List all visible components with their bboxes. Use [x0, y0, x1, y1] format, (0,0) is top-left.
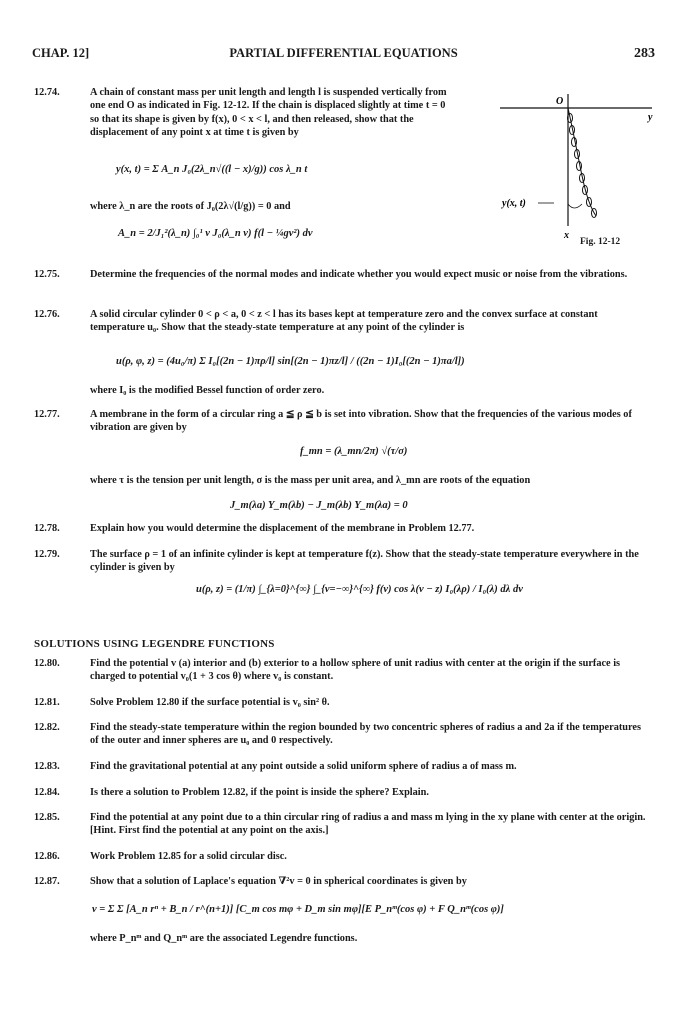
problem-number: 12.83. [34, 761, 60, 772]
origin-label: O [556, 96, 564, 107]
problem-number: 12.77. [34, 409, 60, 420]
problem-number: 12.78. [34, 523, 60, 534]
problem-12-78 [34, 522, 651, 535]
problem-text: Solve Problem 12.80 if the surface potential is v₀ sin² θ. [90, 697, 330, 708]
problem-text: Find the steady-state temperature within the region bounded by two concentric spheres of radius a and 2a if the temperatures of the outer and inner spheres are u₀ and 0 respectively. [90, 722, 641, 747]
equation-12-77-1: f_mn = (λ_mn/2π) √(τ/σ) [300, 446, 408, 457]
page-number: 283 [634, 46, 655, 61]
problem-text: Is there a solution to Problem 12.82, if the point is inside the sphere? Explain. [90, 787, 429, 798]
x-dimension-arc [568, 204, 582, 208]
problem-number: 12.79. [34, 549, 60, 560]
problem-text: The surface ρ = 1 of an infinite cylinder is kept at temperature f(z). Show that the steady-state temperature everywhere in the cylinder is given by [90, 549, 639, 574]
where-text: where τ is the tension per unit length, σ is the mass per unit area, and λ_mn are roots of the equation [90, 475, 531, 486]
problem-12-77-where [34, 474, 651, 487]
problem-number: 12.80. [34, 658, 60, 669]
problem-12-85 [34, 811, 651, 838]
curve-label: y(x, t) [502, 198, 526, 209]
problem-number: 12.85. [34, 812, 60, 823]
problem-text: Find the potential v (a) interior and (b) exterior to a hollow sphere of unit radius with center at the origin if the surface is charged to potential v₀(1 + 3 cos θ) where v₀ is constant. [90, 658, 621, 683]
problem-12-74-where [34, 200, 455, 213]
problem-number: 12.74. [34, 87, 60, 98]
problem-12-86 [34, 850, 651, 863]
problem-12-75 [34, 268, 651, 281]
problem-number: 12.75. [34, 269, 60, 280]
section-title: SOLUTIONS USING LEGENDRE FUNCTIONS [34, 638, 275, 650]
running-title: PARTIAL DIFFERENTIAL EQUATIONS [229, 46, 458, 60]
page-header [32, 46, 655, 66]
chain-links [568, 114, 597, 218]
equation-12-74-1: y(x, t) = Σ A_n J₀(2λ_n√((l − x)/g)) cos λ_n t [116, 164, 308, 175]
equation-12-76-1: u(ρ, φ, z) = (4u₀/π) Σ I₀[(2n − 1)πρ/l] sin[(2n − 1)πz/l] / ((2n − 1)I₀[(2n − 1)πa/l]) [116, 356, 465, 367]
problem-number: 12.76. [34, 309, 60, 320]
problem-text: A chain of constant mass per unit length and length l is suspended vertically from one end O as indicated in Fig. 12-12. If the chain is displaced slightly at time t = 0 so that its shape is given by f(x), 0 < x < l, and then released, show that the displacement of any point x at time t is given by [90, 87, 447, 138]
problem-text: A solid circular cylinder 0 < ρ < a, 0 < z < l has its bases kept at temperature zero and the convex surface at constant temperature u₀. Show that the steady-state temperature at any point of the cylinder is [90, 309, 598, 334]
equation-12-77-2: J_m(λa) Y_m(λb) − J_m(λb) Y_m(λa) = 0 [230, 500, 408, 511]
where-text: where λ_n are the roots of J₀(2λ√(l/g)) = 0 and [90, 201, 291, 212]
problem-12-81 [34, 696, 651, 709]
problem-number: 12.82. [34, 722, 60, 733]
y-axis-label: y [648, 112, 653, 123]
figure-12-12 [480, 86, 660, 256]
problem-12-79 [34, 548, 651, 575]
equation-12-87-1: v = Σ Σ [A_n rⁿ + B_n / r^(n+1)] [C_m cos mφ + D_m sin mφ][E P_nᵐ(cos φ) + F Q_nᵐ(cos φ)] [92, 904, 504, 915]
problem-12-74 [34, 86, 455, 139]
problem-text: Show that a solution of Laplace's equation ∇²v = 0 in spherical coordinates is given by [90, 876, 467, 887]
problem-text: Explain how you would determine the displacement of the membrane in Problem 12.77. [90, 523, 475, 534]
problem-12-87-where [34, 932, 651, 945]
problem-text: Determine the frequencies of the normal modes and indicate whether you would expect music or noise from the vibrations. [90, 269, 628, 280]
where-text: where P_nᵐ and Q_nᵐ are the associated Legendre functions. [90, 933, 358, 944]
problem-12-77 [34, 408, 651, 435]
problem-text: A membrane in the form of a circular ring a ≦ ρ ≦ b is set into vibration. Show that the frequencies of the various modes of vibration are given by [90, 409, 632, 434]
problem-12-87 [34, 875, 651, 888]
problem-text: Find the potential at any point due to a thin circular ring of radius a and mass m lying in the xy plane with center at the origin. [Hint. First find the potential at any point on the axis.] [90, 812, 646, 837]
chapter-label: CHAP. 12] [32, 46, 90, 60]
x-axis-label: x [564, 230, 569, 241]
problem-number: 12.81. [34, 697, 60, 708]
equation-12-74-2: A_n = 2/J₁²(λ_n) ∫₀¹ v J₀(λ_n v) f(l − ¼gv²) dv [118, 228, 313, 239]
problem-text: Find the gravitational potential at any point outside a solid uniform sphere of radius a of mass m. [90, 761, 517, 772]
problem-12-80 [34, 657, 651, 684]
problem-number: 12.84. [34, 787, 60, 798]
problem-number: 12.87. [34, 876, 60, 887]
figure-caption: Fig. 12-12 [580, 237, 621, 247]
problem-12-82 [34, 721, 651, 748]
where-text: where I₀ is the modified Bessel function of order zero. [90, 385, 325, 396]
problem-12-76 [34, 308, 651, 335]
equation-12-79-1: u(ρ, z) = (1/π) ∫_{λ=0}^{∞} ∫_{v=−∞}^{∞} f(v) cos λ(v − z) I₀(λρ) / I₀(λ) dλ dv [196, 584, 523, 595]
problem-12-83 [34, 760, 651, 773]
problem-12-84 [34, 786, 651, 799]
problem-text: Work Problem 12.85 for a solid circular disc. [90, 851, 287, 862]
problem-number: 12.86. [34, 851, 60, 862]
problem-12-76-where [34, 384, 651, 397]
